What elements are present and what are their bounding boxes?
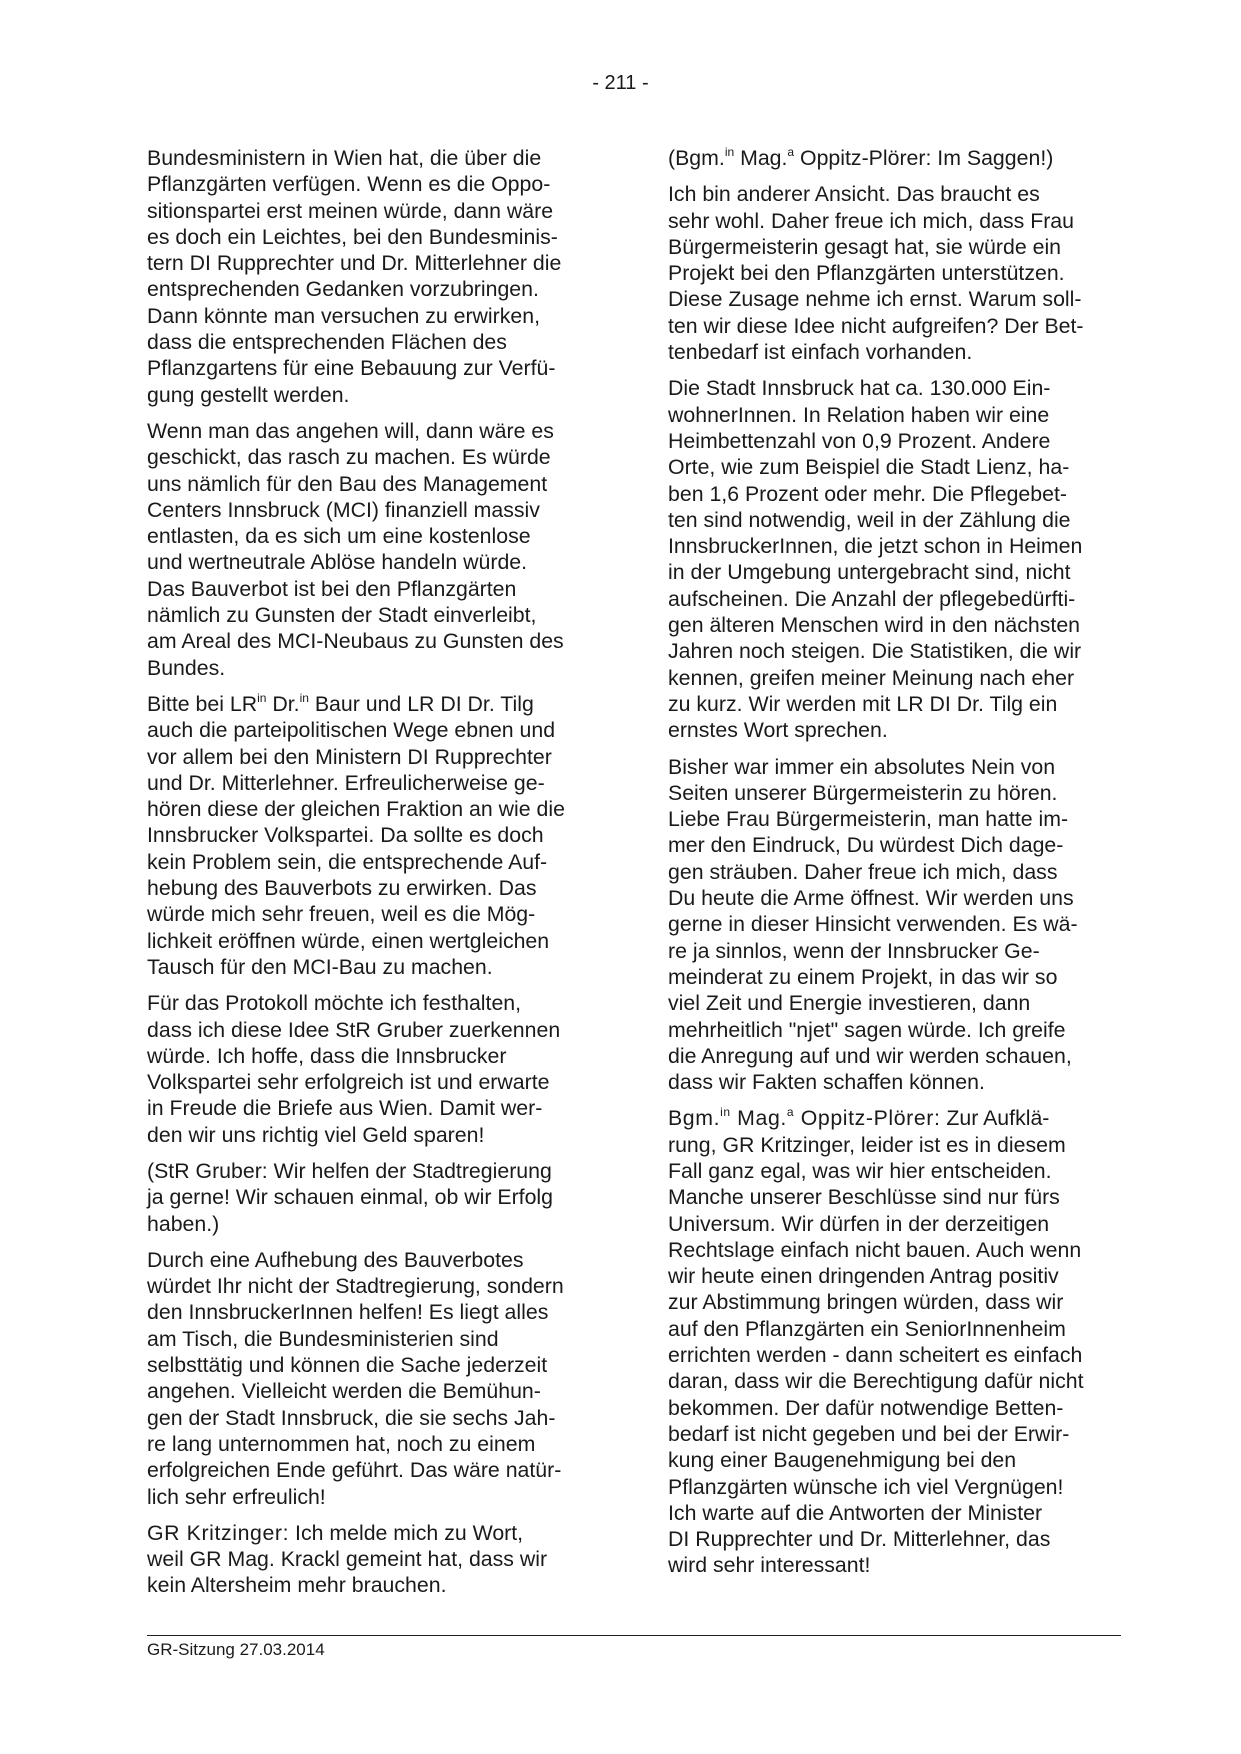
text-line: entsprechenden Gedanken vorzubringen. bbox=[147, 277, 539, 302]
text-line: und Dr. Mitterlehner. Erfreulicherweise ge- bbox=[147, 770, 545, 795]
paragraph bbox=[147, 1520, 609, 1599]
text-line: ernstes Wort sprechen. bbox=[668, 718, 888, 743]
paragraph bbox=[147, 1247, 609, 1510]
paragraph bbox=[668, 754, 1126, 1096]
text-line: tenbedarf ist einfach vorhanden. bbox=[668, 340, 973, 365]
text-line: auf den Pflanzgärten ein SeniorInnenheim bbox=[668, 1316, 1066, 1341]
text-line: sitionspartei erst meinen würde, dann wäre bbox=[147, 198, 554, 223]
text-line: Orte, wie zum Beispiel die Stadt Lienz, ha- bbox=[668, 455, 1070, 480]
text-line: den InnsbruckerInnen helfen! Es liegt alles bbox=[147, 1300, 549, 1325]
text-line: tern DI Rupprechter und Dr. Mitterlehner die bbox=[147, 251, 562, 276]
text-line: mer den Eindruck, Du würdest Dich dage- bbox=[668, 833, 1064, 858]
text-line: zu kurz. Wir werden mit LR DI Dr. Tilg ein bbox=[668, 691, 1058, 716]
text-line: ben 1,6 Prozent oder mehr. Die Pflegebet- bbox=[668, 481, 1067, 506]
text-line: errichten werden - dann scheitert es einfach bbox=[668, 1343, 1083, 1368]
paragraph bbox=[147, 145, 609, 408]
text-line: Liebe Frau Bürgermeisterin, man hatte im- bbox=[668, 807, 1069, 832]
page-number: - 211 - bbox=[592, 72, 649, 94]
paragraph bbox=[668, 145, 1126, 171]
text-line: InnsbruckerInnen, die jetzt schon in Heimen bbox=[668, 534, 1083, 559]
superscript: a bbox=[787, 144, 795, 159]
text-line: gen der Stadt Innsbruck, die sie sechs Jah- bbox=[147, 1405, 556, 1430]
text-line: dass wir Fakten schaffen können. bbox=[668, 1070, 985, 1095]
text-line: hören diese der gleichen Fraktion an wie die bbox=[147, 797, 565, 822]
text-line: Fall ganz egal, was wir hier entscheiden. bbox=[668, 1158, 1052, 1183]
left-column bbox=[147, 145, 609, 1609]
paragraph bbox=[668, 1105, 1126, 1578]
text-line: GR Kritzinger: Ich melde mich zu Wort, bbox=[147, 1520, 524, 1545]
text-line: (StR Gruber: Wir helfen der Stadtregierung bbox=[147, 1158, 552, 1183]
text-line: ja gerne! Wir schauen einmal, ob wir Erfolg bbox=[147, 1185, 554, 1210]
text-line: DI Rupprechter und Dr. Mitterlehner, das bbox=[668, 1527, 1051, 1552]
footer-divider bbox=[147, 1635, 1121, 1636]
paragraph bbox=[147, 990, 609, 1148]
text-line: Bundesministern in Wien hat, die über die bbox=[147, 146, 542, 170]
text-line: zur Abstimmung bringen würden, dass wir bbox=[668, 1290, 1064, 1315]
text-line: erfolgreichen Ende geführt. Das wäre natür- bbox=[147, 1458, 562, 1483]
speaker-name: GR Kritzinger: bbox=[147, 1520, 290, 1545]
text-line: vor allem bei den Ministern DI Rupprechter bbox=[147, 744, 552, 769]
superscript: in bbox=[724, 144, 735, 159]
text-line: in Freude die Briefe aus Wien. Damit wer- bbox=[147, 1096, 543, 1121]
text-line: ten wir diese Idee nicht aufgreifen? Der Bet- bbox=[668, 313, 1084, 338]
text-line: aufscheinen. Die Anzahl der pflegebedürfti- bbox=[668, 586, 1076, 611]
text-line: Universum. Wir dürfen in der derzeitigen bbox=[668, 1211, 1050, 1236]
text-line: uns nämlich für den Bau des Management bbox=[147, 471, 548, 496]
text-line: dass ich diese Idee StR Gruber zuerkennen bbox=[147, 1017, 561, 1042]
text-line: kung einer Baugenehmigung bei den bbox=[668, 1448, 1017, 1473]
text-line: selbsttätig und können die Sache jederzeit bbox=[147, 1353, 548, 1378]
text-line: Tausch für den MCI-Bau zu machen. bbox=[147, 954, 493, 979]
text-line: Ich warte auf die Antworten der Minister bbox=[668, 1500, 1043, 1525]
text-line: dass die entsprechenden Flächen des bbox=[147, 330, 507, 355]
superscript: a bbox=[786, 1105, 795, 1120]
text-line: rung, GR Kritzinger, leider ist es in diesem bbox=[668, 1132, 1066, 1157]
text-line: mehrheitlich "njet" sagen würde. Ich greife bbox=[668, 1017, 1066, 1042]
text-line: Dann könnte man versuchen zu erwirken, bbox=[147, 303, 541, 328]
text-line: weil GR Mag. Krackl gemeint hat, dass wir bbox=[147, 1547, 548, 1572]
text-line: entlasten, da es sich um eine kostenlose bbox=[147, 524, 531, 549]
text-line: Bgm.$^{in}$ Mag.$^a$ Oppitz-Plörer: Zur Aufklä- bbox=[668, 1105, 1050, 1131]
text-line: Projekt bei den Pflanzgärten unterstützen. bbox=[668, 261, 1065, 286]
text-line: die Anregung auf und wir werden schauen, bbox=[668, 1043, 1072, 1068]
text-line: Du heute die Arme öffnest. Wir werden uns bbox=[668, 886, 1074, 911]
text-line: in der Umgebung untergebracht sind, nicht bbox=[668, 560, 1071, 585]
text-line: Das Bauverbot ist bei den Pflanzgärten bbox=[147, 576, 517, 601]
text-line: Durch eine Aufhebung des Bauverbotes bbox=[147, 1247, 524, 1272]
text-line: am Tisch, die Bundesministerien sind bbox=[147, 1326, 499, 1351]
text-line: Bitte bei $LR^{in}$ Dr.$^{in}$ Baur und LR DI Dr. Tilg bbox=[147, 690, 534, 716]
text-line: Rechtslage einfach nicht bauen. Auch wenn bbox=[668, 1237, 1082, 1262]
text-line: gung gestellt werden. bbox=[147, 382, 350, 407]
text-line: Heimbettenzahl von 0,9 Prozent. Andere bbox=[668, 428, 1051, 453]
text-line: viel Zeit und Energie investieren, dann bbox=[668, 991, 1031, 1016]
right-column bbox=[668, 145, 1126, 1589]
text-line: Centers Innsbruck (MCI) finanziell massiv bbox=[147, 497, 540, 522]
text-line: und wertneutrale Ablöse handeln würde. bbox=[147, 550, 528, 575]
text-line: Diese Zusage nehme ich ernst. Warum soll- bbox=[668, 287, 1082, 312]
text-line: kein Altersheim mehr brauchen. bbox=[147, 1573, 447, 1598]
text-line: Seiten unserer Bürgermeisterin zu hören. bbox=[668, 780, 1058, 805]
text-line: nämlich zu Gunsten der Stadt einverleibt, bbox=[147, 603, 537, 628]
paragraph bbox=[668, 375, 1126, 743]
text-line: Für das Protokoll möchte ich festhalten, bbox=[147, 991, 522, 1016]
text-line: angehen. Vielleicht werden die Bemühun- bbox=[147, 1379, 541, 1404]
superscript: in bbox=[720, 1105, 731, 1120]
speaker-name: Bgm.$^{in}$ Mag.$^a$ Oppitz-Plörer: bbox=[668, 1105, 941, 1131]
text-line: bedarf ist nicht gegeben und bei der Erwir- bbox=[668, 1421, 1070, 1446]
text-line: kennen, greifen meiner Meinung nach eher bbox=[668, 665, 1075, 690]
text-line: Ich bin anderer Ansicht. Das braucht es bbox=[668, 182, 1040, 207]
text-line: gen älteren Menschen wird in den nächsten bbox=[668, 613, 1081, 638]
text-line: Bürgermeisterin gesagt hat, sie würde ein bbox=[668, 234, 1062, 259]
text-line: Pflanzgärten wünsche ich viel Vergnügen! bbox=[668, 1474, 1064, 1499]
text-line: wir heute einen dringenden Antrag positiv bbox=[668, 1264, 1059, 1289]
text-line: (Bgm.$^{in}$ Mag.$^a$ Oppitz-Plörer: Im Saggen!) bbox=[668, 144, 1054, 170]
text-line: Bundes. bbox=[147, 655, 226, 680]
text-line: ten sind notwendig, weil in der Zählung die bbox=[668, 507, 1071, 532]
text-line: Volkspartei sehr erfolgreich ist und erwarte bbox=[147, 1070, 550, 1095]
text-line: lichkeit eröffnen würde, einen wertgleichen bbox=[147, 928, 550, 953]
text-line: würde mich sehr freuen, weil es die Mög- bbox=[147, 902, 536, 927]
paragraph bbox=[147, 691, 609, 980]
text-line: Pflanzgärten verfügen. Wenn es die Oppo- bbox=[147, 172, 551, 197]
text-line: Pflanzgartens für eine Bebauung zur Verfü- bbox=[147, 356, 556, 381]
text-line: sehr wohl. Daher freue ich mich, dass Frau bbox=[668, 208, 1074, 233]
text-line: Jahren noch steigen. Die Statistiken, die wir bbox=[668, 639, 1082, 664]
text-line: re lang unternommen hat, noch zu einem bbox=[147, 1431, 536, 1456]
text-line: gerne in dieser Hinsicht verwenden. Es wä- bbox=[668, 912, 1078, 937]
text-line: Die Stadt Innsbruck hat ca. 130.000 Ein- bbox=[668, 376, 1051, 401]
text-line: hebung des Bauverbots zu erwirken. Das bbox=[147, 876, 537, 901]
superscript: in bbox=[299, 690, 309, 705]
text-line: es doch ein Leichtes, bei den Bundesminis- bbox=[147, 224, 558, 249]
paragraph bbox=[147, 1158, 609, 1237]
text-line: daran, dass wir die Berechtigung dafür nicht bbox=[668, 1369, 1084, 1394]
text-line: lich sehr erfreulich! bbox=[147, 1484, 326, 1509]
text-line: würdet Ihr nicht der Stadtregierung, sondern bbox=[147, 1274, 564, 1299]
text-line: kein Problem sein, die entsprechende Auf- bbox=[147, 849, 548, 874]
superscript: in bbox=[257, 690, 267, 705]
text-line: am Areal des MCI-Neubaus zu Gunsten des bbox=[147, 629, 564, 654]
text-line: meinderat zu einem Projekt, in das wir so bbox=[668, 964, 1058, 989]
text-line: haben.) bbox=[147, 1211, 220, 1236]
text-line: wird sehr interessant! bbox=[668, 1553, 871, 1578]
text-line: gen sträuben. Daher freue ich mich, dass bbox=[668, 859, 1058, 884]
text-line: würde. Ich hoffe, dass die Innsbrucker bbox=[147, 1043, 507, 1068]
footer-session-date: GR-Sitzung 27.03.2014 bbox=[147, 1640, 325, 1659]
text-line: Bisher war immer ein absolutes Nein von bbox=[668, 754, 1056, 779]
text-line: wohnerInnen. In Relation haben wir eine bbox=[668, 402, 1050, 427]
text-line: Manche unserer Beschlüsse sind nur fürs bbox=[668, 1185, 1060, 1210]
text-line: Innsbrucker Volkspartei. Da sollte es doch bbox=[147, 823, 544, 848]
paragraph bbox=[147, 418, 609, 681]
text-line: Wenn man das angehen will, dann wäre es bbox=[147, 418, 554, 443]
text-line: bekommen. Der dafür notwendige Betten- bbox=[668, 1395, 1064, 1420]
text-line: geschickt, das rasch zu machen. Es würde bbox=[147, 445, 551, 470]
paragraph bbox=[668, 181, 1126, 365]
text-line: den wir uns richtig viel Geld sparen! bbox=[147, 1122, 485, 1147]
text-line: auch die parteipolitischen Wege ebnen und bbox=[147, 718, 556, 743]
text-line: re ja sinnlos, wenn der Innsbrucker Ge- bbox=[668, 938, 1040, 963]
